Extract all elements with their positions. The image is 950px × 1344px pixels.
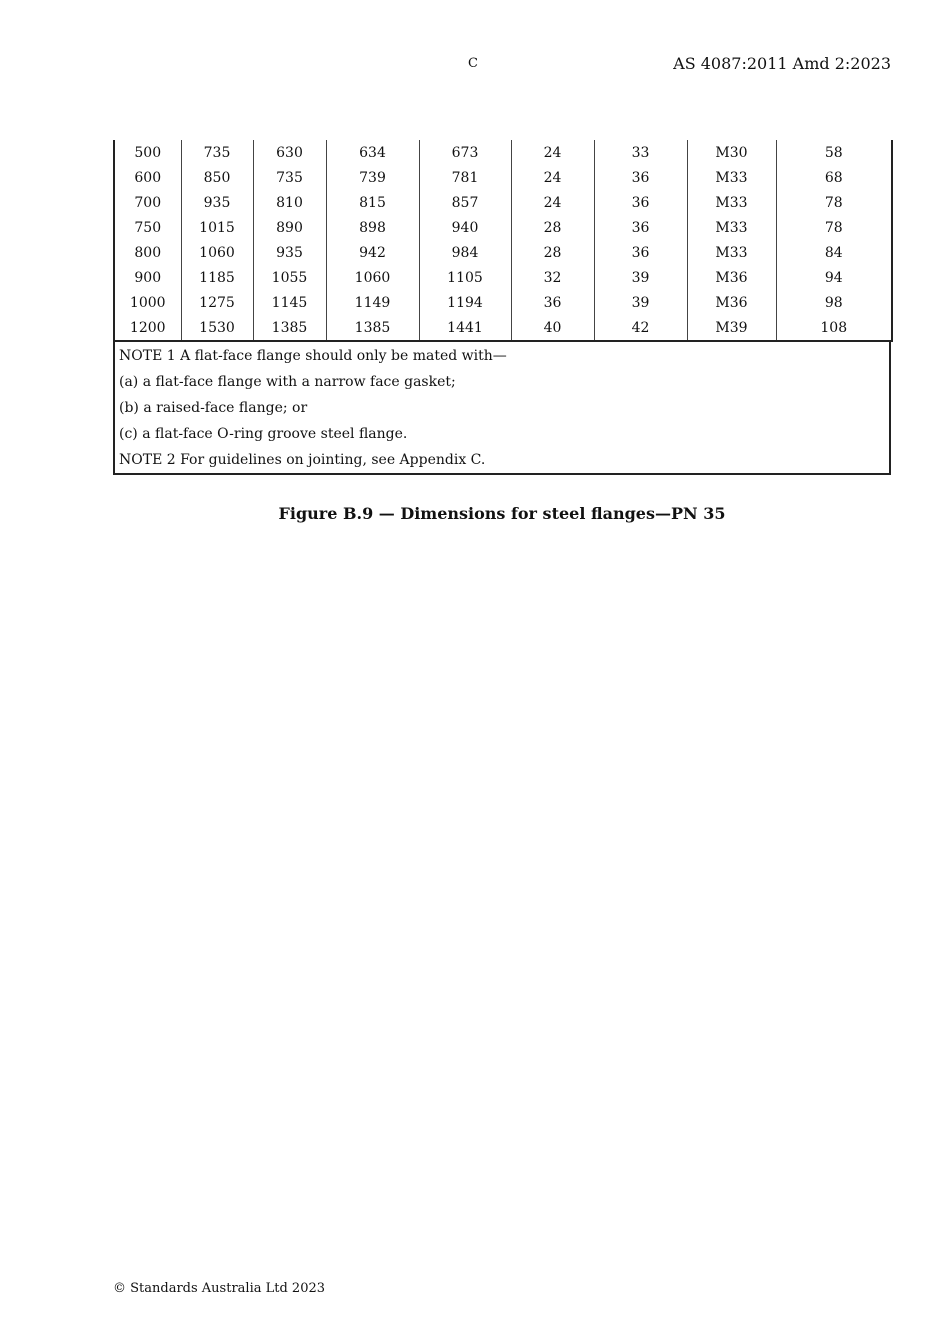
table-cell: 634 — [326, 140, 419, 165]
table-cell: M33 — [687, 215, 776, 240]
table-cell: 84 — [776, 240, 892, 265]
table-cell: 984 — [419, 240, 511, 265]
table-cell: 673 — [419, 140, 511, 165]
table-cell: 58 — [776, 140, 892, 165]
table-cell: 108 — [776, 315, 892, 341]
table-row — [114, 265, 892, 290]
table-cell: 630 — [253, 140, 326, 165]
table-cell: 28 — [511, 240, 594, 265]
copyright-footer: © Standards Australia Ltd 2023 — [113, 1281, 326, 1296]
table-row — [114, 165, 892, 190]
table-cell: 1105 — [419, 265, 511, 290]
table-cell: 24 — [511, 190, 594, 215]
table-cell: 1060 — [326, 265, 419, 290]
table-notes — [113, 342, 891, 475]
table-cell: 24 — [511, 140, 594, 165]
table-cell: 39 — [594, 290, 687, 315]
table-row — [114, 215, 892, 240]
table-cell: 815 — [326, 190, 419, 215]
document-reference: AS 4087:2011 Amd 2:2023 — [673, 54, 891, 73]
table-cell: 98 — [776, 290, 892, 315]
table-cell: 36 — [511, 290, 594, 315]
table-cell: 94 — [776, 265, 892, 290]
table-cell: 1149 — [326, 290, 419, 315]
table-cell: 1441 — [419, 315, 511, 341]
table-cell: 935 — [181, 190, 253, 215]
table-cell: 700 — [114, 190, 181, 215]
table-cell: 40 — [511, 315, 594, 341]
table-cell: 1530 — [181, 315, 253, 341]
table-cell: M39 — [687, 315, 776, 341]
table-cell: 810 — [253, 190, 326, 215]
table-cell: 750 — [114, 215, 181, 240]
table-cell: 33 — [594, 140, 687, 165]
table-cell: 78 — [776, 215, 892, 240]
table-cell: 36 — [594, 240, 687, 265]
table-cell: M33 — [687, 190, 776, 215]
table-cell: 36 — [594, 165, 687, 190]
note-line: NOTE 1 A flat-face flange should only be mated with— — [119, 348, 507, 364]
table-cell: 1385 — [253, 315, 326, 341]
table-cell: 739 — [326, 165, 419, 190]
table-row — [114, 190, 892, 215]
table-cell: M33 — [687, 165, 776, 190]
table-cell: 900 — [114, 265, 181, 290]
note-line: (a) a flat-face flange with a narrow face gasket; — [119, 374, 456, 390]
table-cell: 942 — [326, 240, 419, 265]
table-cell: 1055 — [253, 265, 326, 290]
table-row — [114, 140, 892, 165]
table-body — [114, 140, 892, 341]
note-line: NOTE 2 For guidelines on jointing, see Appendix C. — [119, 452, 486, 468]
table-cell: M36 — [687, 265, 776, 290]
table-cell: 42 — [594, 315, 687, 341]
table-cell: 1000 — [114, 290, 181, 315]
table-cell: 850 — [181, 165, 253, 190]
note-line: (b) a raised-face flange; or — [119, 400, 308, 416]
table-cell: 24 — [511, 165, 594, 190]
table-cell: 78 — [776, 190, 892, 215]
table-cell: 500 — [114, 140, 181, 165]
table-row — [114, 290, 892, 315]
table-row — [114, 240, 892, 265]
page-letter: C — [468, 56, 478, 71]
table-cell: 735 — [253, 165, 326, 190]
table-cell: 600 — [114, 165, 181, 190]
note-line: (c) a flat-face O-ring groove steel flange. — [119, 426, 408, 442]
table-cell: M30 — [687, 140, 776, 165]
table-cell: 857 — [419, 190, 511, 215]
table-cell: 940 — [419, 215, 511, 240]
table-cell: 1185 — [181, 265, 253, 290]
table-cell: M33 — [687, 240, 776, 265]
table-cell: 32 — [511, 265, 594, 290]
table-cell: 781 — [419, 165, 511, 190]
table-cell: 1385 — [326, 315, 419, 341]
table-cell: 39 — [594, 265, 687, 290]
figure-caption: Figure B.9 — Dimensions for steel flanges—PN 35 — [278, 504, 726, 523]
table-row — [114, 315, 892, 341]
table-cell: 36 — [594, 215, 687, 240]
table-cell: 36 — [594, 190, 687, 215]
table-cell: 1194 — [419, 290, 511, 315]
table-cell: 1200 — [114, 315, 181, 341]
dimensions-data-table — [113, 140, 893, 342]
table-cell: 1145 — [253, 290, 326, 315]
flange-dimensions-table — [113, 140, 891, 475]
table-cell: 1060 — [181, 240, 253, 265]
table-cell: 1275 — [181, 290, 253, 315]
table-cell: 800 — [114, 240, 181, 265]
table-cell: M36 — [687, 290, 776, 315]
table-cell: 68 — [776, 165, 892, 190]
table-cell: 898 — [326, 215, 419, 240]
table-cell: 890 — [253, 215, 326, 240]
table-cell: 935 — [253, 240, 326, 265]
table-cell: 735 — [181, 140, 253, 165]
table-cell: 1015 — [181, 215, 253, 240]
table-cell: 28 — [511, 215, 594, 240]
